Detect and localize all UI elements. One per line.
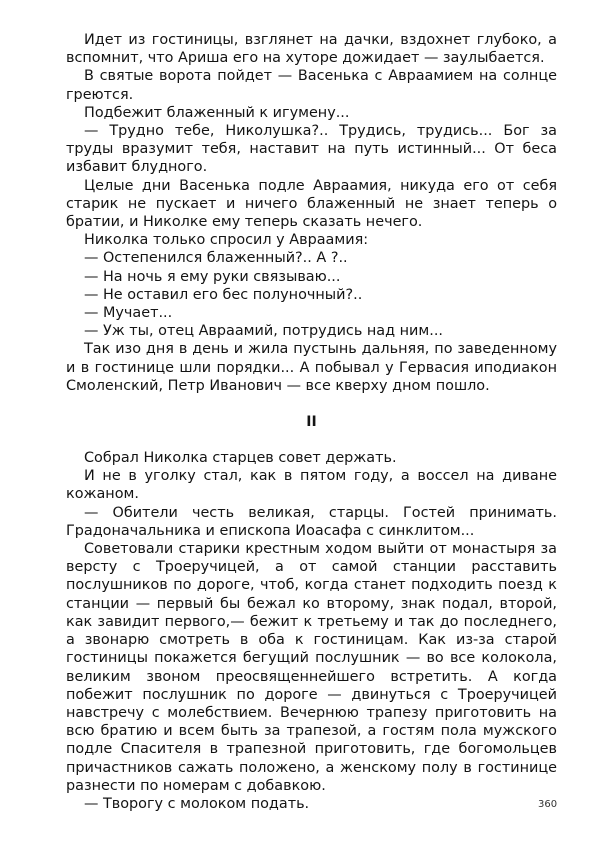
paragraph: — Мучает... [84,305,173,322]
paragraph: Целые дни Васенька подле Авраамия, никуда его от себя старик не пускает и ничего блаженный не знает теперь о братии, и Николке ему теперь сказать нечего. [66,177,557,231]
paragraph: — Творогу с молоком подать. [84,795,310,812]
paragraph: И не в уголку стал, как в пятом году, а воссел на диване кожаном. [66,468,557,503]
paragraph: — Остепенился блаженный?.. А ?.. [84,250,348,267]
section-2 [66,449,557,813]
paragraph: Подбежит блаженный к игумену... [84,104,350,121]
paragraph: Так изо дня в день и жила пустынь дальняя, по заведенному и в гостинице шли порядки... А побывал у Гервасия иподиакон Смоленский, Петр Иванович — все кверху дном пошло. [66,341,557,394]
paragraph: Советовали старики крестным ходом выйти от монастыря за версту с Троеручицей, а от самой станции расставить послушников по дороге, чтоб, когда станет подходить поезд к станции — первый бы бежал ко второму, знак подал, второй, как завидит первого,— бежит к третьему и так до последнего, а звонарю смотреть в оба к гостиницам. Как из-за старой гостиницы покажется бегущий послушник — во все колокола, великим звоном преосвященнейшего встретить. А когда побежит послушник по дороге — двинуться с Троеручицей навстречу с молебствием. Вечернюю трапезу приготовить на всю братию и всем быть за трапезой, а гостям пола мужского подле Спасителя в трапезной приготовить, где богомольцев причастников сажать положено, а женскому полу в гостинице разнести по номерам с добавкою. [66,541,557,794]
page-number: 360 [538,799,558,810]
paragraph: — На ночь я ему руки связываю... [84,268,341,285]
spacer [66,431,557,449]
paragraph: Собрал Николка старцев совет держать. [84,450,397,467]
paragraph: — Трудно тебе, Николушка?.. Трудись, трудись... Бог за труды вразумит тебя, наставит на путь истинный... От беса избавит блудного. [66,123,557,176]
page-body [66,31,557,813]
paragraph: Николка только спросил у Авраамия: [84,232,369,249]
paragraph: — Обители честь великая, старцы. Гостей принимать. Градоначальника и епископа Иоасафа с синклитом... [66,504,557,539]
paragraph: В святые ворота пойдет — Васенька с Авраамием на солнце греются. [66,68,557,103]
chapter-heading: II [306,414,317,431]
paragraph: — Уж ты, отец Авраамий, потрудись над ним... [84,323,443,340]
paragraph: Идет из гостиницы, взглянет на дачки, вздохнет глубоко, а вспомнит, что Ариша его на хуторе дожидает — заулыбается. [66,32,557,67]
paragraph: — Не оставил его бес полуночный?.. [84,286,363,303]
section-1 [66,31,557,395]
